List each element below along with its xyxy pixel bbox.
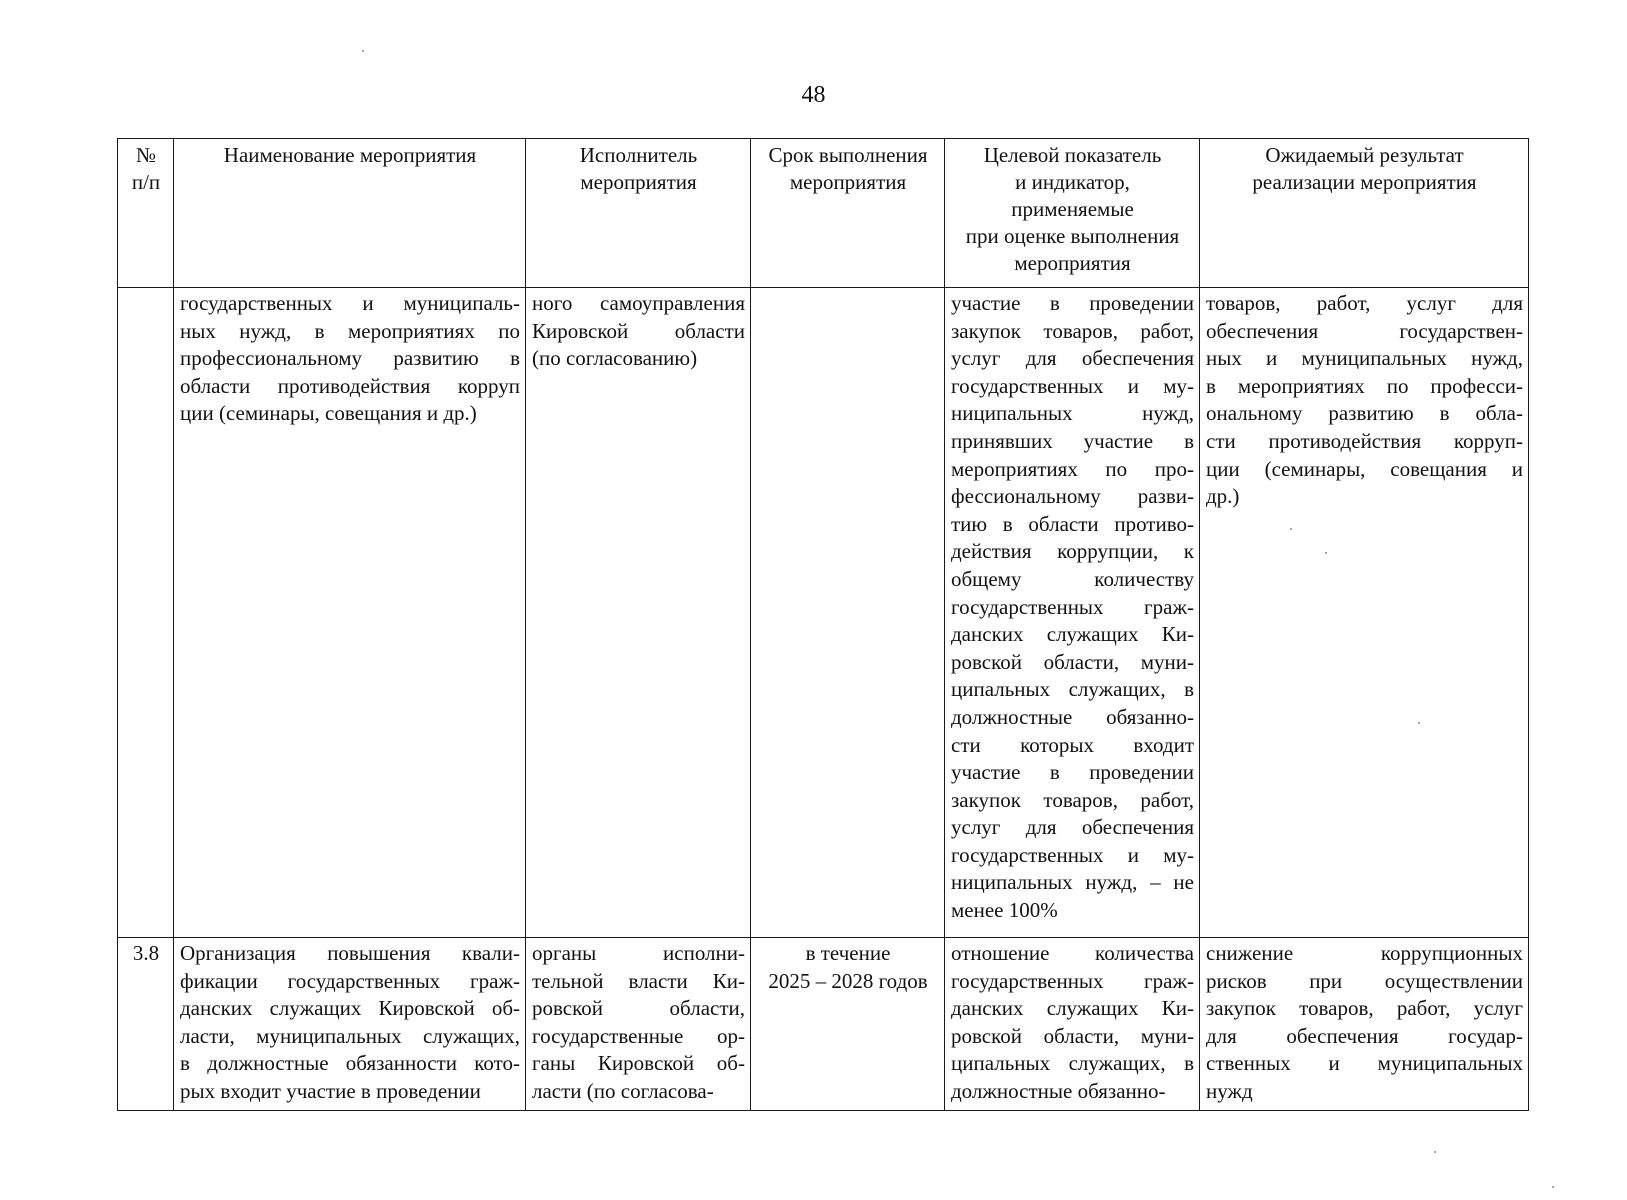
cell-text-line: участие в проведении: [951, 760, 1194, 785]
cell-text-line: для обеспечения государ-: [1206, 1023, 1523, 1048]
cell-text-line: ровской области, муни-: [951, 649, 1194, 674]
cell-text-line: тию в области противо-: [951, 511, 1194, 536]
cell-text-line: государственные ор-: [532, 1023, 745, 1048]
cell-text-line: ласти (по согласова-: [532, 1078, 714, 1103]
cell-text-line: при оценке выполнения: [965, 224, 1180, 248]
cell-text-line: государственных граж-: [951, 968, 1194, 993]
cell-text-line: мероприятия: [1014, 251, 1131, 275]
cell-text-line: услуг для обеспечения: [951, 815, 1194, 840]
cell-text-line: в течение: [805, 941, 891, 965]
cell-text-line: обеспечения государствен-: [1206, 318, 1523, 343]
table-row-3-8: [118, 938, 1529, 1111]
cell-text-line: применяемые: [1011, 197, 1134, 221]
cell-text-line: области противодействия корруп: [180, 373, 520, 398]
header-executor: [526, 139, 751, 288]
cell-text-line: данских служащих Ки-: [951, 622, 1194, 647]
cell-text-line: др.): [1206, 484, 1240, 509]
scan-speck: [362, 50, 364, 52]
cell-text-line: ганы Кировской об-: [532, 1051, 745, 1076]
cell-text-line: отношение количества: [951, 941, 1194, 965]
cell-text-line: мероприятия: [580, 170, 697, 194]
cell-text-line: ции (семинары, совещания и: [1206, 456, 1523, 481]
cell-text-line: общему количеству: [951, 566, 1194, 591]
cell-text-line: ниципальных нужд,: [951, 401, 1194, 426]
cell-indicator: [945, 288, 1200, 938]
cell-name: [174, 938, 526, 1111]
cell-text-line: фикации государственных граж-: [180, 968, 520, 993]
cell-text-line: ных и муниципальных нужд,: [1206, 346, 1523, 371]
cell-text-line: профессиональному развитию в: [180, 346, 520, 371]
page-number: 48: [801, 82, 826, 108]
cell-text-line: Организация повышения квали-: [180, 941, 520, 965]
cell-text-line: данских служащих Кировской об-: [180, 996, 520, 1021]
cell-text-line: принявших участие в: [951, 428, 1194, 453]
cell-text-line: тельной власти Ки-: [532, 968, 745, 993]
cell-text-line: (по согласованию): [532, 346, 698, 371]
table-header-row: [118, 139, 1529, 288]
cell-text-line: закупок товаров, работ,: [951, 787, 1194, 812]
cell-result: [1200, 288, 1529, 938]
table-row-continuation: [118, 288, 1529, 938]
cell-text-line: ципальных служащих, в: [951, 677, 1194, 702]
header-deadline: [751, 139, 945, 288]
scan-speck: [1552, 1186, 1554, 1188]
cell-text-line: в мероприятиях по професси-: [1206, 373, 1523, 398]
cell-text-line: закупок товаров, работ, услуг: [1206, 996, 1523, 1021]
cell-text-line: ровской области, муни-: [951, 1023, 1194, 1048]
cell-text-line: фессиональному разви-: [951, 484, 1194, 509]
cell-num: 3.8: [118, 938, 174, 1111]
cell-text-line: Наименование мероприятия: [223, 143, 477, 167]
cell-text-line: Срок выполнения: [768, 143, 928, 167]
cell-text-line: услуг для обеспечения: [951, 346, 1194, 371]
cell-result: [1200, 938, 1529, 1111]
scan-speck: [1325, 552, 1327, 554]
cell-text-line: закупок товаров, работ,: [951, 318, 1194, 343]
cell-text-line: ниципальных нужд, – не: [951, 870, 1194, 895]
cell-text-line: нужд: [1206, 1078, 1253, 1103]
cell-text-line: Кировской области: [532, 318, 745, 343]
cell-name: [174, 288, 526, 938]
header-indicator: [945, 139, 1200, 288]
cell-text-line: №: [135, 143, 157, 167]
cell-text-line: рисков при осуществлении: [1206, 968, 1523, 993]
cell-text-line: снижение коррупционных: [1206, 941, 1523, 965]
cell-text-line: 2025 – 2028 годов: [768, 968, 928, 993]
cell-text-line: государственных и му-: [951, 373, 1194, 398]
cell-indicator: [945, 938, 1200, 1111]
scan-speck: [1434, 1151, 1436, 1153]
cell-text-line: органы исполни-: [532, 941, 745, 965]
header-num: [118, 139, 174, 288]
cell-text-line: должностные обязанно-: [951, 704, 1194, 729]
cell-text-line: и индикатор,: [1015, 170, 1130, 194]
cell-executor: [526, 938, 751, 1111]
cell-text-line: данских служащих Ки-: [951, 996, 1194, 1021]
cell-text-line: ласти, муниципальных служащих,: [180, 1023, 520, 1048]
cell-text-line: Целевой показатель: [983, 143, 1162, 167]
cell-executor: [526, 288, 751, 938]
cell-text-line: государственных и муниципаль-: [180, 291, 520, 315]
cell-text-line: мероприятия: [789, 170, 907, 194]
cell-text-line: мероприятиях по про-: [951, 456, 1194, 481]
cell-text-line: ных нужд, в мероприятиях по: [180, 318, 520, 343]
cell-text-line: сти которых входит: [951, 732, 1194, 757]
cell-text-line: п/п: [131, 170, 161, 194]
cell-text-line: менее 100%: [951, 898, 1058, 923]
cell-text-line: ональному развитию в обла-: [1206, 401, 1523, 426]
cell-text-line: государственных граж-: [951, 594, 1194, 619]
cell-text-line: ципальных служащих, в: [951, 1051, 1194, 1076]
cell-deadline: [751, 288, 945, 938]
header-name: [174, 139, 526, 288]
scan-speck: [1418, 722, 1420, 724]
header-result: [1200, 139, 1529, 288]
cell-deadline: [751, 938, 945, 1111]
cell-text-line: должностные обязанно-: [951, 1078, 1166, 1103]
cell-text-line: ровской области,: [532, 996, 745, 1021]
cell-num: [118, 288, 174, 938]
cell-text-line: сти противодействия корруп-: [1206, 428, 1523, 453]
cell-text-line: в должностные обязанности кото-: [180, 1051, 520, 1076]
cell-text-line: ственных и муниципальных: [1206, 1051, 1523, 1076]
scan-speck: [1290, 528, 1292, 530]
cell-text-line: участие в проведении: [951, 291, 1194, 315]
cell-text-line: реализации мероприятия: [1252, 170, 1477, 194]
cell-text-line: рых входит участие в проведении: [180, 1078, 481, 1103]
cell-text-line: товаров, работ, услуг для: [1206, 291, 1523, 315]
cell-text-line: Исполнитель: [579, 143, 698, 167]
cell-text-line: ции (семинары, совещания и др.): [180, 401, 477, 426]
cell-text-line: государственных и му-: [951, 842, 1194, 867]
cell-text-line: действия коррупции, к: [951, 539, 1194, 564]
cell-text-line: Ожидаемый результат: [1265, 143, 1464, 167]
cell-text-line: ного самоуправления: [532, 291, 745, 315]
measures-table: [117, 138, 1529, 1111]
